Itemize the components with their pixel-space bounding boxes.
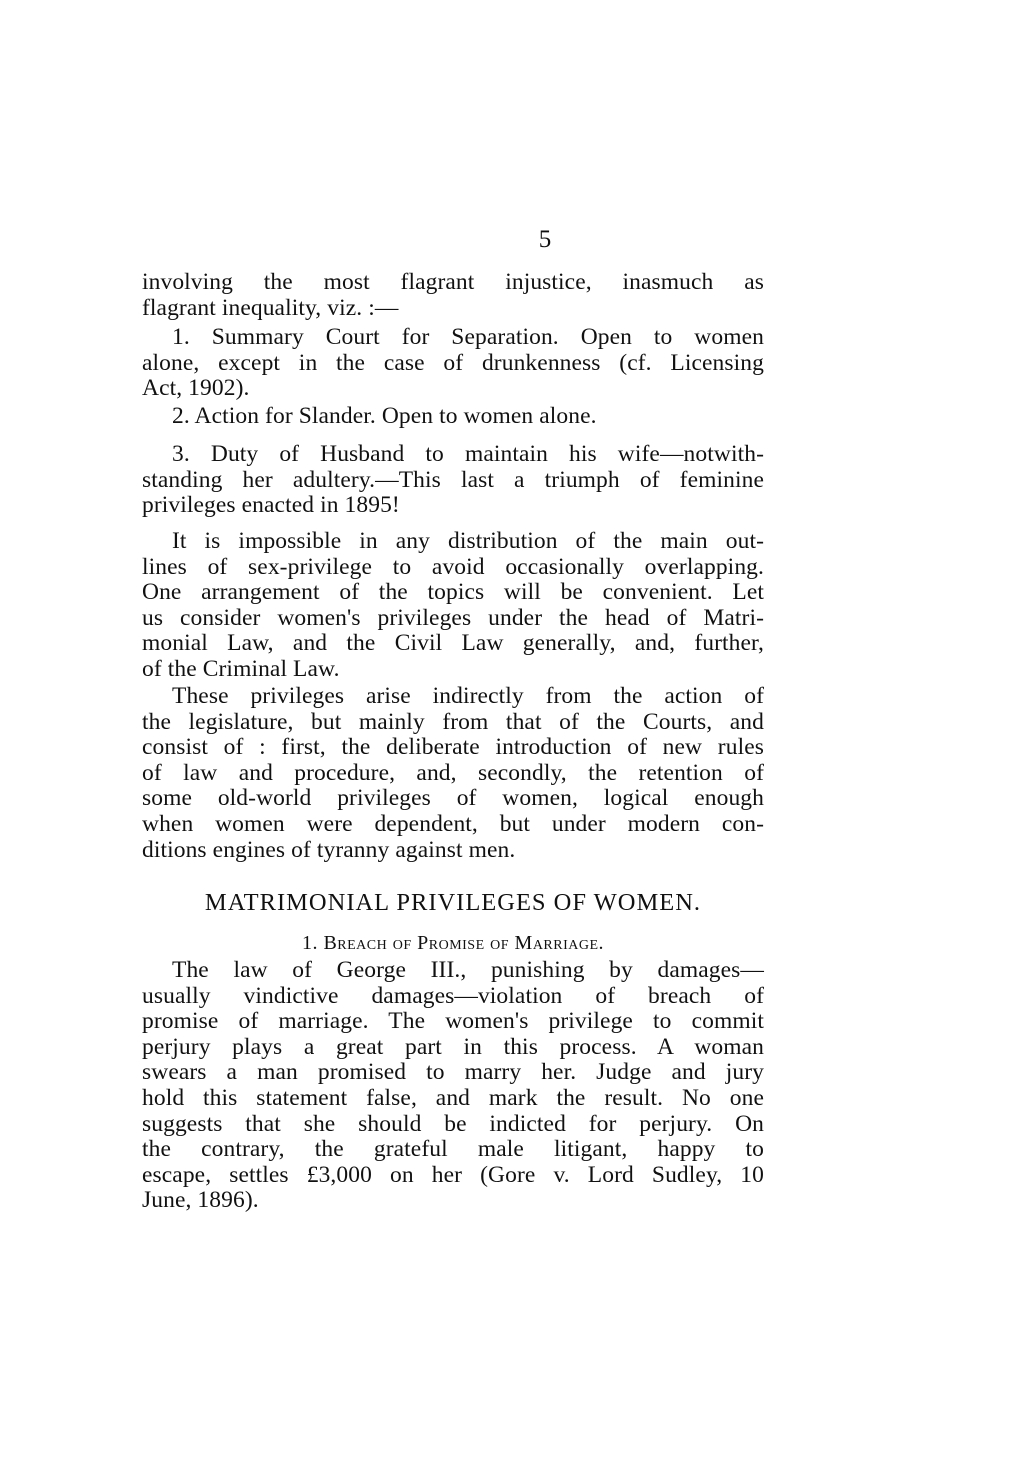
text-line: when women were dependent, but under modern con- bbox=[142, 810, 764, 837]
text-line: escape, settles £3,000 on her (Gore v. Lord Sudley, 10 bbox=[142, 1161, 764, 1188]
text-line: promise of marriage. The women's privilege to commit bbox=[142, 1008, 764, 1035]
text-line: One arrangement of the topics will be convenient. Let bbox=[142, 579, 764, 606]
text-line: 1. Summary Court for Separation. Open to women bbox=[172, 324, 764, 350]
text-line: 2. Action for Slander. Open to women alone. bbox=[172, 403, 597, 429]
text-line: us consider women's privileges under the head of Matri- bbox=[142, 604, 764, 631]
text-line: The law of George III., punishing by damages— bbox=[172, 957, 764, 983]
text-line: monial Law, and the Civil Law generally, and, further, bbox=[142, 630, 764, 657]
text-line: usually vindictive damages—violation of breach of bbox=[142, 982, 764, 1009]
text-line: 3. Duty of Husband to maintain his wife—notwith- bbox=[172, 441, 764, 467]
text-line: consist of : first, the deliberate introduction of new rules bbox=[142, 734, 764, 761]
text-line: standing her adultery.—This last a triumph of feminine bbox=[142, 466, 764, 493]
text-line: These privileges arise indirectly from the action of bbox=[172, 683, 764, 709]
text-line: flagrant inequality, viz. :— bbox=[142, 294, 399, 321]
text-line: privileges enacted in 1895! bbox=[142, 492, 400, 519]
list-item-action-slander bbox=[142, 404, 764, 430]
text-line: perjury plays a great part in this process. A woman bbox=[142, 1033, 764, 1060]
opening-paragraph bbox=[142, 270, 764, 321]
text-line: hold this statement false, and mark the result. No one bbox=[142, 1084, 764, 1111]
paragraph-overlapping bbox=[142, 529, 764, 683]
text-line: June, 1896). bbox=[142, 1187, 259, 1214]
text-line: of law and procedure, and, secondly, the retention of bbox=[142, 759, 764, 786]
list-item-duty-husband bbox=[142, 442, 764, 519]
section-heading: MATRIMONIAL PRIVILEGES OF WOMEN. bbox=[204, 889, 702, 916]
text-line: some old-world privileges of women, logical enough bbox=[142, 785, 764, 812]
section-subheading: 1. Breach of Promise of Marriage. bbox=[301, 932, 605, 954]
paragraph-privileges bbox=[142, 684, 764, 863]
text-line: swears a man promised to marry her. Judge and jury bbox=[142, 1059, 764, 1086]
text-line: Act, 1902). bbox=[142, 375, 250, 402]
list-item-summary-court bbox=[142, 325, 764, 402]
text-line: suggests that she should be indicted for perjury. On bbox=[142, 1110, 764, 1137]
text-line: of the Criminal Law. bbox=[142, 655, 340, 682]
text-line: involving the most flagrant injustice, inasmuch as bbox=[142, 269, 764, 295]
text-line: ditions engines of tyranny against men. bbox=[142, 836, 516, 863]
page-number: 5 bbox=[538, 226, 552, 253]
text-line: the contrary, the grateful male litigant, happy to bbox=[142, 1136, 764, 1163]
text-line: It is impossible in any distribution of the main out- bbox=[172, 528, 764, 554]
text-line: alone, except in the case of drunkenness (cf. Licensing bbox=[142, 349, 764, 376]
text-line: lines of sex-privilege to avoid occasionally overlapping. bbox=[142, 553, 764, 580]
text-line: the legislature, but mainly from that of the Courts, and bbox=[142, 708, 764, 735]
paragraph-breach-of-promise bbox=[142, 958, 764, 1214]
